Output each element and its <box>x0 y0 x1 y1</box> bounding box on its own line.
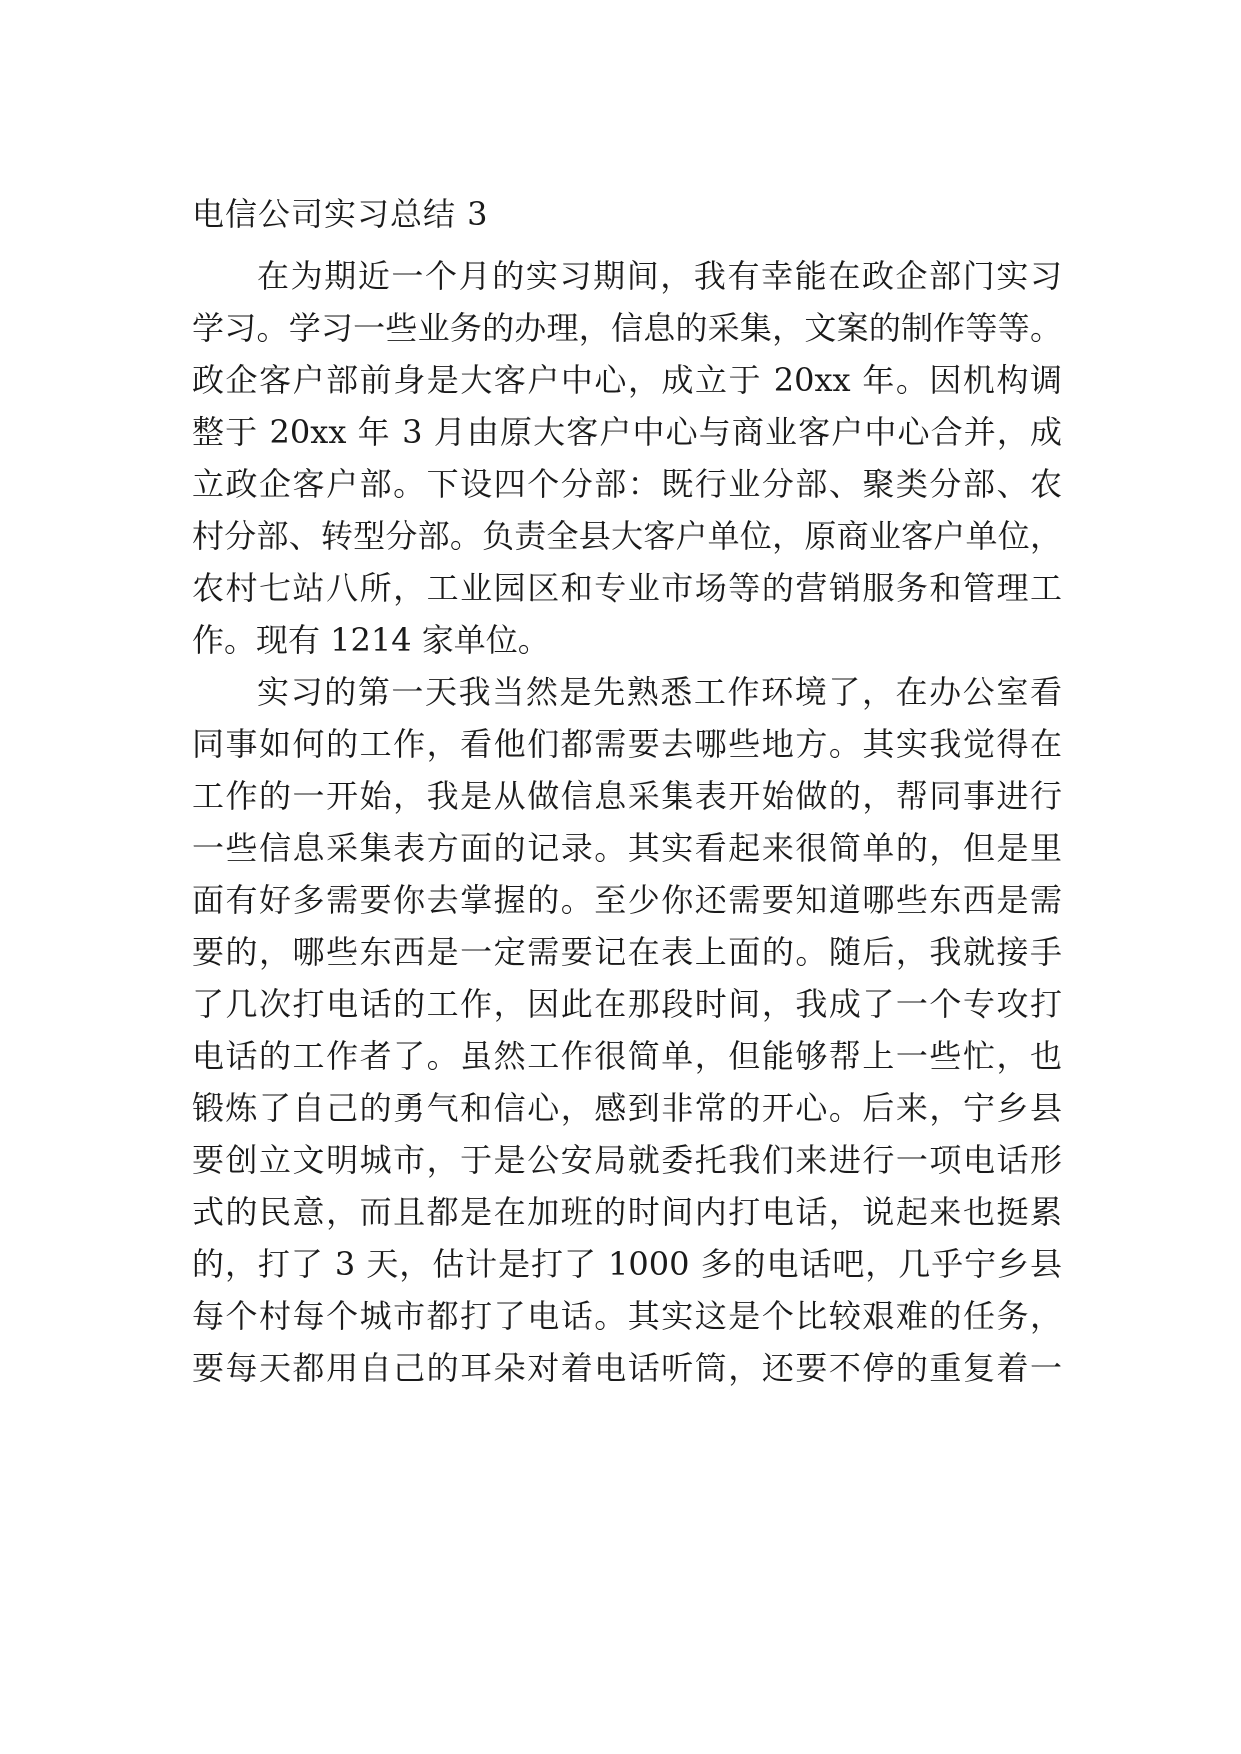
paragraph-1-line-7: 农村七站八所，工业园区和专业市场等的营销服务和管理工 <box>192 569 1062 607</box>
paragraph-1-line-3: 政企客户部前身是大客户中心，成立于 20xx 年。因机构调 <box>192 361 1062 399</box>
paragraph-2-line-7: 了几次打电话的工作，因此在那段时间，我成了一个专攻打 <box>192 985 1062 1023</box>
paragraph-2-line-8: 电话的工作者了。虽然工作很简单，但能够帮上一些忙，也 <box>192 1037 1062 1075</box>
paragraph-2-line-6: 要的，哪些东西是一定需要记在表上面的。随后，我就接手 <box>192 933 1062 971</box>
paragraph-2-line-1: 实习的第一天我当然是先熟悉工作环境了，在办公室看 <box>257 673 1062 711</box>
paragraph-2-line-10: 要创立文明城市，于是公安局就委托我们来进行一项电话形 <box>192 1141 1062 1179</box>
paragraph-2-line-11: 式的民意，而且都是在加班的时间内打电话，说起来也挺累 <box>192 1193 1062 1231</box>
paragraph-1-line-2: 学习。学习一些业务的办理，信息的采集，文案的制作等等。 <box>192 309 1062 347</box>
paragraph-2-line-5: 面有好多需要你去掌握的。至少你还需要知道哪些东西是需 <box>192 881 1062 919</box>
paragraph-2-line-9: 锻炼了自己的勇气和信心，感到非常的开心。后来，宁乡县 <box>192 1089 1062 1127</box>
paragraph-2-line-14: 要每天都用自己的耳朵对着电话听筒，还要不停的重复着一 <box>192 1349 1062 1387</box>
paragraph-2-line-13: 每个村每个城市都打了电话。其实这是个比较艰难的任务， <box>192 1297 1062 1335</box>
paragraph-2-line-2: 同事如何的工作，看他们都需要去哪些地方。其实我觉得在 <box>192 725 1062 763</box>
paragraph-1-line-1: 在为期近一个月的实习期间，我有幸能在政企部门实习 <box>257 257 1062 295</box>
paragraph-2-line-12: 的，打了 3 天，估计是打了 1000 多的电话吧，几乎宁乡县 <box>192 1245 1062 1283</box>
paragraph-1-line-5: 立政企客户部。下设四个分部：既行业分部、聚类分部、农 <box>192 465 1062 503</box>
paragraph-1-line-8: 作。现有 1214 家单位。 <box>192 621 550 659</box>
document-title: 电信公司实习总结 3 <box>192 195 489 233</box>
paragraph-1-line-4: 整于 20xx 年 3 月由原大客户中心与商业客户中心合并，成 <box>192 413 1062 451</box>
paragraph-2-line-3: 工作的一开始，我是从做信息采集表开始做的，帮同事进行 <box>192 777 1062 815</box>
paragraph-2-line-4: 一些信息采集表方面的记录。其实看起来很简单的，但是里 <box>192 829 1062 867</box>
paragraph-1-line-6: 村分部、转型分部。负责全县大客户单位，原商业客户单位， <box>192 517 1062 555</box>
